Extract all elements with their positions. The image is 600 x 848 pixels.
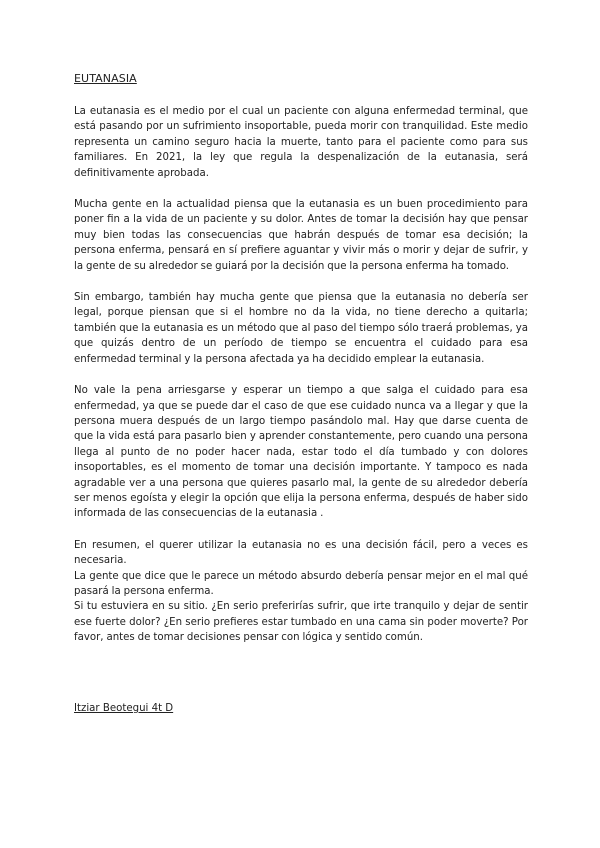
conclusion-line-questions: Si tu estuviera en su sitio. ¿En serio preferirías sufrir, que irte tranquilo y dejar de sentir ese fuerte dolor? ¿En serio prefieres estar tumbado en una cama sin poder moverte? Por favor, antes de tomar decisiones pensar con lógica y sentido común. (74, 601, 528, 644)
paragraph-pro-arguments: Mucha gente en la actualidad piensa que la eutanasia es un buen procedimiento para poner fin a la vida de un paciente y su dolor. Antes de tomar la decisión hay que pensar muy bien todas las consecuencias que habrán después de tomar esa decisión; la persona enferma, pensará en sí prefiere aguantar y vivir más o morir y dejar de sufrir, y la gente de su alrededor se guiará por la decisión que la persona enferma ha tomado. (74, 199, 528, 272)
conclusion-section (74, 538, 528, 646)
document-title: EUTANASIA (74, 72, 137, 85)
conclusion-line-summary: En resumen, el querer utilizar la eutanasia no es una decisión fácil, pero a veces es necesaria. (74, 539, 528, 567)
document-body (74, 71, 528, 646)
paragraph-intro: La eutanasia es el medio por el cual un paciente con alguna enfermedad terminal, que está pasando por un sufrimiento insoportable, pueda morir con tranquilidad. Este medio representa un camino seguro hacia la muerte, tanto para el paciente como para sus familiares. En 2021, la ley que regula la despenalización de la eutanasia, será definitivamente aprobada. (74, 106, 528, 179)
conclusion-line-critics: La gente que dice que le parece un método absurdo debería pensar mejor en el mal qué pasará la persona enferma. (74, 570, 528, 597)
paragraph-opinion: No vale la pena arriesgarse y esperar un tiempo a que salga el cuidado para esa enfermedad, ya que se puede dar el caso de que ese cuidado nunca va a llegar y que la persona muera después de un largo tiempo pasándolo mal. Hay que darse cuenta de que la vida está para pasarlo bien y aprender constantemente, pero cuando una persona llega al punto de no poder hacer nada, estar todo el día tumbado y con dolores insoportables, es el momento de tomar una decisión importante. Y tampoco es nada agradable ver a una persona que quieres pasarlo mal, la gente de su alrededor debería ser menos egoísta y elegir la opción que elija la persona enferma, después de haber sido informada de las consecuencias de la eutanasia . (74, 385, 528, 520)
author-signature: Itziar Beotegui 4t D (74, 703, 174, 714)
paragraph-con-arguments: Sin embargo, también hay mucha gente que piensa que la eutanasia no debería ser legal, porque piensan que si el hombre no da la vida, no tiene derecho a quitarla; también que la eutanasia es un método que al paso del tiempo sólo traerá problemas, ya que quizás dentro de un período de tiempo se encuentra el cuidado para esa enfermedad terminal y la persona afectada ya ha decidido emplear la eutanasia. (74, 292, 528, 365)
